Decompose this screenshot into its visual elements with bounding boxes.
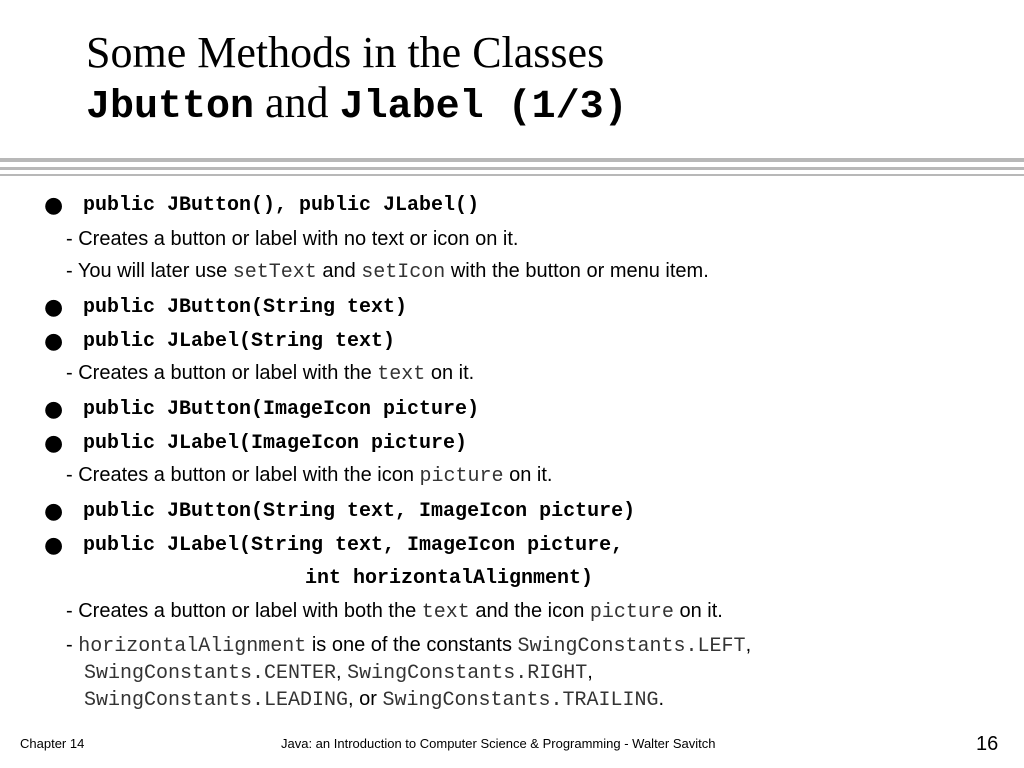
slide-title-line2 (86, 78, 628, 133)
bullet-marker: ● (44, 397, 64, 422)
bullet-marker: ● (44, 329, 64, 354)
code-picture: picture (589, 601, 674, 624)
footer-page-number: 16 (976, 733, 999, 755)
desc-text: - You will later use (66, 260, 233, 282)
description-line (66, 260, 709, 284)
description-line (66, 362, 474, 386)
title-code-jbutton: Jbutton (86, 85, 255, 130)
desc-text: , (745, 634, 752, 656)
title-code-jlabel: Jlabel (1/3) (339, 85, 628, 130)
title-and: and (265, 78, 329, 127)
method-signature: public JButton(String text) (83, 296, 408, 319)
description-line: - Creates a button or label with no text or icon on it. (66, 228, 519, 250)
code-constant-left: SwingConstants.LEFT (517, 635, 746, 658)
code-constant-center: SwingConstants.CENTER (84, 662, 337, 685)
code-settext: setText (232, 261, 317, 284)
desc-text: on it. (503, 464, 553, 486)
bullet-marker: ● (44, 295, 64, 320)
description-line (66, 634, 751, 658)
code-constant-right: SwingConstants.RIGHT (347, 662, 588, 685)
desc-text: on it. (673, 600, 723, 622)
description-line (84, 661, 593, 685)
code-horizontal-alignment: horizontalAlignment (78, 635, 307, 658)
code-picture: picture (419, 465, 504, 488)
slide-title-line1: Some Methods in the Classes (86, 28, 605, 77)
desc-text: is one of the constants (306, 634, 518, 656)
desc-text: , (587, 661, 593, 683)
code-constant-trailing: SwingConstants.TRAILING (382, 689, 659, 712)
desc-text: on it. (425, 362, 475, 384)
method-signature: public JButton(String text, ImageIcon picture) (83, 500, 636, 523)
desc-text: with the button or menu item. (445, 260, 709, 282)
bullet-marker: ● (44, 431, 64, 456)
desc-text: , (336, 661, 348, 683)
desc-text: - (66, 634, 79, 656)
footer-book-title: Java: an Introduction to Computer Science & Programming - Walter Savitch (281, 736, 716, 751)
desc-text: - Creates a button or label with the (66, 362, 378, 384)
code-seticon: setIcon (361, 261, 446, 284)
bullet-marker: ● (44, 499, 64, 524)
desc-text: , or (348, 688, 383, 710)
title-rule-top (0, 158, 1024, 162)
method-signature: public JLabel(String text) (83, 330, 396, 353)
desc-text: - Creates a button or label with the icon (66, 464, 420, 486)
description-line (84, 688, 664, 712)
bullet-marker: ● (44, 193, 64, 218)
method-signature: public JLabel(String text, ImageIcon picture, (83, 534, 624, 557)
desc-text: and (316, 260, 362, 282)
desc-text: . (658, 688, 665, 710)
code-text: text (421, 601, 470, 624)
code-text: text (377, 363, 426, 386)
method-signature: public JLabel(ImageIcon picture) (83, 432, 468, 455)
bullet-marker: ● (44, 533, 64, 558)
description-line (66, 464, 552, 488)
method-signature-continuation: int horizontalAlignment) (305, 567, 594, 590)
desc-text: - Creates a button or label with both the (66, 600, 422, 622)
desc-text: and the icon (469, 600, 590, 622)
title-rule-bottom (0, 174, 1024, 176)
code-constant-leading: SwingConstants.LEADING (84, 689, 349, 712)
slide-title (86, 28, 628, 133)
method-signature: public JButton(ImageIcon picture) (83, 398, 480, 421)
footer-chapter: Chapter 14 (20, 736, 85, 751)
title-rule-middle (0, 167, 1024, 170)
description-line (66, 600, 723, 624)
method-signature-default-ctor: public JButton(), public JLabel() (83, 194, 480, 217)
